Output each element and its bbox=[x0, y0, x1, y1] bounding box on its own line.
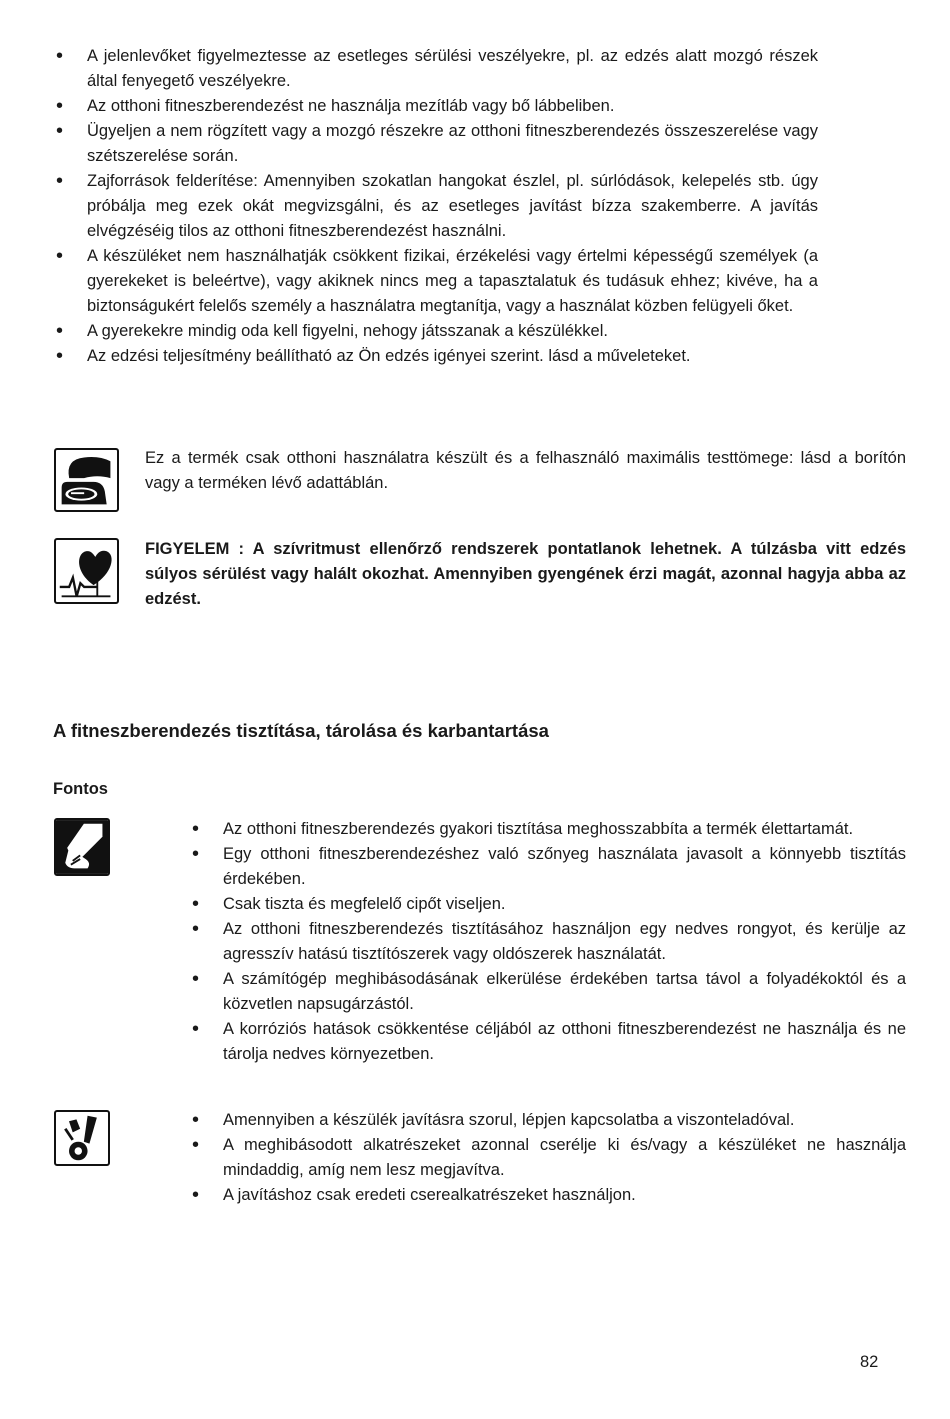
repair-tool-icon bbox=[54, 1110, 110, 1166]
weight-note: Ez a termék csak otthoni használatra készült és a felhasználó maximális testtömege: lásd a borítón vagy a terméken lévő adattáblán. bbox=[145, 449, 906, 492]
list-item: • Zajforrások felderítése: Amennyiben szokatlan hangokat észlel, pl. súrlódások, kelepelés stb. úgy próbálja meg ezek okát megvizsgálni, és az esetleges javítást bízza szakemberre. A javítás elvégzéséig tilos az otthoni fitneszberendezést használni. bbox=[55, 169, 818, 244]
section-subtitle: Fontos bbox=[53, 780, 108, 798]
heart-warning-note: FIGYELEM : A szívritmust ellenőrző rendszerek pontatlanok lehetnek. A túlzásba vitt edzés súlyos sérülést vagy halált okozhat. Amennyiben gyengének érzi magát, azonnal hagyja abba az edzést. bbox=[145, 540, 906, 608]
cleaning-hand-icon bbox=[54, 818, 110, 876]
list-item: • A jelenlevőket figyelmeztesse az esetleges sérülési veszélyekre, pl. az edzés alatt mozgó részek által fenyegető veszélyekre. bbox=[55, 44, 818, 94]
scale-foot-icon bbox=[54, 448, 119, 512]
cleaning-bullet-list bbox=[191, 817, 906, 1067]
list-item: • Egy otthoni fitneszberendezéshez való szőnyeg használata javasolt a könnyebb tisztítás érdekében. bbox=[191, 842, 906, 892]
page-number: 82 bbox=[860, 1353, 879, 1371]
list-item: • Amennyiben a készülék javításra szorul, lépjen kapcsolatba a viszonteladóval. bbox=[191, 1108, 906, 1133]
list-item: • A készüléket nem használhatják csökkent fizikai, érzékelési vagy értelmi képességű személyek (a gyerekeket is beleértve), vagy akiknek nincs meg a tapasztalatuk és tudásuk ehhez; kivéve, ha a biztonságukért felelős személy a használatra megtanítja, vagy a használat közben felügyeli őket. bbox=[55, 244, 818, 319]
list-item: • Az otthoni fitneszberendezés gyakori tisztítása meghosszabbíta a termék élettartamát. bbox=[191, 817, 906, 842]
list-item: • Az otthoni fitneszberendezést ne használja mezítláb vagy bő lábbeliben. bbox=[55, 94, 818, 119]
list-item: • A gyerekekre mindig oda kell figyelni, nehogy játsszanak a készülékkel. bbox=[55, 319, 818, 344]
repair-bullet-list bbox=[191, 1108, 906, 1208]
list-item: • Ügyeljen a nem rögzített vagy a mozgó részekre az otthoni fitneszberendezés összeszerelése vagy szétszerelése során. bbox=[55, 119, 818, 169]
list-item: • A számítógép meghibásodásának elkerülése érdekében tartsa távol a folyadékoktól és a közvetlen napsugárzástól. bbox=[191, 967, 906, 1017]
section-title: A fitneszberendezés tisztítása, tárolása és karbantartása bbox=[53, 720, 549, 741]
list-item: • Az edzési teljesítmény beállítható az Ön edzés igényei szerint. lásd a műveleteket. bbox=[55, 344, 818, 369]
list-item: • Az otthoni fitneszberendezés tisztításához használjon egy nedves rongyot, és kerülje az agresszív hatású tisztítószerek vagy oldószerek használatát. bbox=[191, 917, 906, 967]
safety-bullet-list bbox=[55, 44, 818, 369]
list-item: • A korróziós hatások csökkentése céljából az otthoni fitneszberendezést ne használja és ne tárolja nedves környezetben. bbox=[191, 1017, 906, 1067]
list-item: • A javításhoz csak eredeti cserealkatrészeket használjon. bbox=[191, 1183, 906, 1208]
list-item: • Csak tiszta és megfelelő cipőt viseljen. bbox=[191, 892, 906, 917]
heart-pulse-icon bbox=[54, 538, 119, 604]
list-item: • A meghibásodott alkatrészeket azonnal cserélje ki és/vagy a készüléket ne használja mindaddig, amíg nem lesz megjavítva. bbox=[191, 1133, 906, 1183]
